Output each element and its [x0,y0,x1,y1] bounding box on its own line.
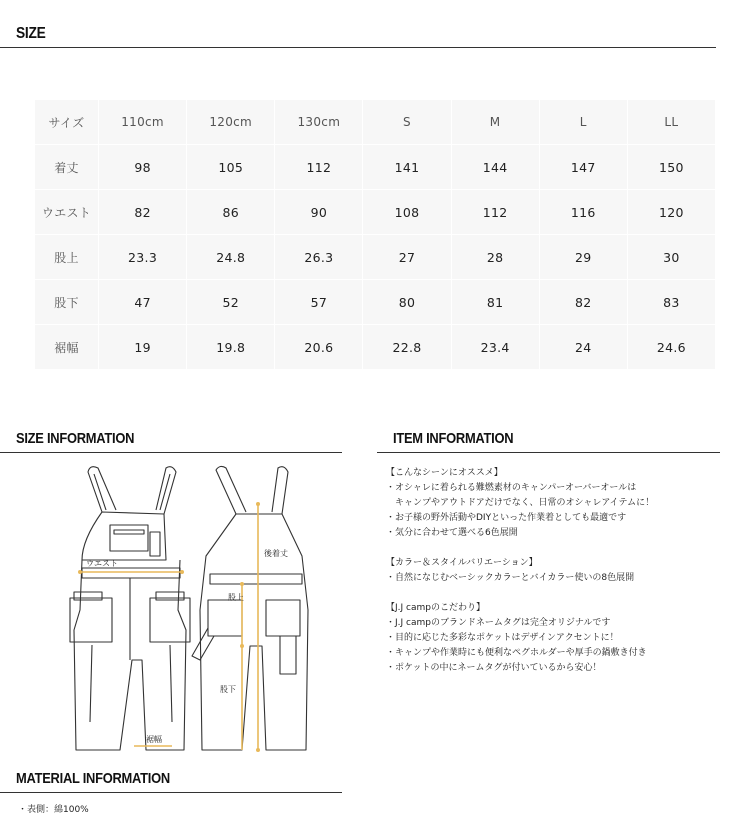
size-heading: SIZE [16,25,46,42]
table-cell: 108 [363,190,451,235]
table-cell: 90 [275,190,363,235]
front-strap-left [88,467,116,512]
table-cell: 27 [363,235,451,280]
item-line: ・オシャレに着られる難燃素材のキャンパーオーバーオールは [386,483,637,493]
table-cell: 98 [99,145,187,190]
row-label: 裾幅 [35,325,99,370]
item-line: ・自然になじむベーシックカラーとバイカラー使いの8色展開 [386,573,635,583]
table-corner-label: サイズ [35,100,99,145]
table-cell: 83 [628,280,716,325]
item-line: 【こんなシーンにオススメ】 [386,468,503,478]
size-table [35,100,716,370]
column-header: S [363,100,451,145]
item-line: ・目的に応じた多彩なポケットはデザインアクセントに！ [386,633,619,643]
table-cell: 24.6 [628,325,716,370]
table-cell: 150 [628,145,716,190]
rise-label: 股上 [228,593,244,602]
material-line: ・表側：綿100% [18,805,89,815]
item-line: ・気分に合わせて選べる6色展開 [386,528,518,538]
back-strap-right [272,467,288,514]
table-cell: 57 [275,280,363,325]
column-header: 120cm [187,100,275,145]
item-line: キャンプやアウトドアだけでなく、日常のオシャレアイテムに！ [386,498,655,508]
table-cell: 23.3 [99,235,187,280]
row-label: 股上 [35,235,99,280]
back-left-pocket [208,600,242,636]
front-left-pocket [70,598,112,642]
item-line: ・お子様の野外活動やDIYといった作業着としても最適です [386,513,627,523]
table-cell: 23.4 [452,325,540,370]
item-line: ・ポケットの中にネームタグが付いているから安心！ [386,663,602,673]
hem-width-label: 裾幅 [146,735,162,744]
table-cell: 112 [452,190,540,235]
front-bib-pocket [110,525,148,551]
table-cell: 120 [628,190,716,235]
table-cell: 20.6 [275,325,363,370]
front-right-pocket [150,598,190,642]
table-cell: 29 [540,235,628,280]
table-cell: 26.3 [275,235,363,280]
table-cell: 147 [540,145,628,190]
item-line: ・キャンプや作業時にも便利なペグホルダーや厚手の鍋敷き付き [386,648,647,658]
table-cell: 116 [540,190,628,235]
table-cell: 47 [99,280,187,325]
table-cell: 24 [540,325,628,370]
item-line-spacer [386,586,726,601]
item-information-list [386,466,726,676]
column-header: 130cm [275,100,363,145]
table-cell: 28 [452,235,540,280]
material-information-heading: MATERIAL INFORMATION [16,770,170,787]
item-line: 【J.J campのこだわり】 [386,603,485,613]
row-label: 股下 [35,280,99,325]
table-cell: 81 [452,280,540,325]
table-cell: 141 [363,145,451,190]
inseam-label: 股下 [220,685,236,694]
back-right-pocket [266,600,300,636]
table-cell: 19 [99,325,187,370]
item-information-rule [377,452,720,453]
back-length-label: 後着丈 [264,549,288,558]
size-heading-rule [0,47,716,48]
table-cell: 112 [275,145,363,190]
column-header: L [540,100,628,145]
overalls-diagram [60,460,330,760]
table-cell: 52 [187,280,275,325]
item-line: 【カラー＆スタイルバリエーション】 [386,558,538,568]
table-cell: 22.8 [363,325,451,370]
back-strap-left [216,466,246,514]
back-body [200,514,308,750]
table-cell: 19.8 [187,325,275,370]
table-cell: 86 [187,190,275,235]
item-line: ・J.J campのブランドネームタグは完全オリジナルです [386,618,611,628]
material-information-rule [0,792,342,793]
column-header: LL [628,100,716,145]
size-information-heading: SIZE INFORMATION [16,430,135,447]
item-line-spacer [386,541,726,556]
table-cell: 144 [452,145,540,190]
item-information-heading: ITEM INFORMATION [393,430,514,447]
table-cell: 82 [99,190,187,235]
size-information-rule [0,452,342,453]
front-bib [82,512,166,560]
column-header: 110cm [99,100,187,145]
table-cell: 105 [187,145,275,190]
back-waist-band [210,574,302,584]
column-header: M [452,100,540,145]
waist-label: ウエスト [86,559,118,568]
row-label: 着丈 [35,145,99,190]
front-waist-band [82,568,180,578]
table-cell: 24.8 [187,235,275,280]
table-cell: 30 [628,235,716,280]
table-cell: 80 [363,280,451,325]
row-label: ウエスト [35,190,99,235]
table-cell: 82 [540,280,628,325]
